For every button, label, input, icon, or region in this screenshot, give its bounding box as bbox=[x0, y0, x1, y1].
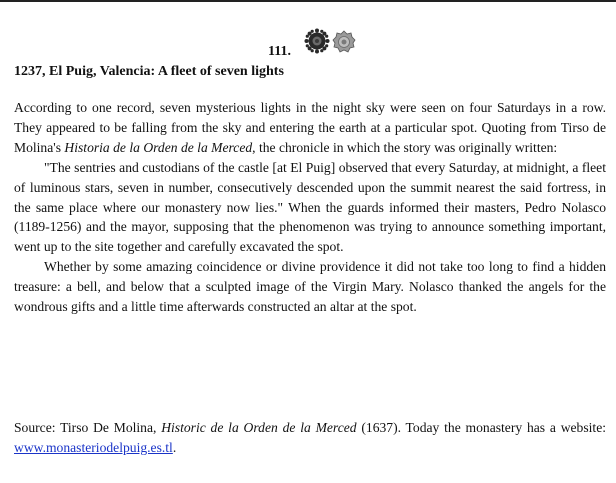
source-middle: (1637). Today the monastery has a website: bbox=[356, 420, 607, 435]
top-rule bbox=[0, 0, 616, 2]
article-body bbox=[14, 98, 606, 317]
intro-text: According to one record, seven mysterious lights in the night sky were seen on four Saturdays in a row. They appeared to be falling from the sky and entering the earth at a particular spot. Quoting from Tirso de Molina's bbox=[14, 100, 606, 155]
treasure-paragraph: Whether by some amazing coincidence or divine providence it did not take too long to find a hidden treasure: a bell, and below that a sculpted image of the Virgin Mary. Nolasco thanked the angels for the wondrous gifts and a little time afterwards constructed an altar at the spot. bbox=[14, 259, 606, 315]
source-note bbox=[14, 418, 606, 458]
light-rosette-seal-icon bbox=[332, 30, 356, 54]
source-paragraph bbox=[14, 418, 606, 458]
quote-paragraph: "The sentries and custodians of the castle [at El Puig] observed that every Saturday, at midnight, a fleet of luminous stars, seven in number, consecutively descended upon the summit nearest the said fortress, in the same place where our monastery now lies." When the guards informed their masters, Pedro Nolasco (1189-1256) and the mayor, supposing that the phenomenon was trying to announce something important, went up to the site together and carefully excavated the spot. bbox=[14, 159, 606, 255]
source-prefix: Source: Tirso De Molina, bbox=[14, 420, 162, 435]
chronicle-title: Historia de la Orden de la Merced bbox=[64, 139, 253, 155]
source-end: . bbox=[172, 439, 177, 455]
entry-title: 1237, El Puig, Valencia: A fleet of seven lights bbox=[14, 64, 284, 79]
entry-number: 111. bbox=[268, 44, 291, 59]
intro-paragraph bbox=[14, 98, 606, 158]
source-title: Historic de la Orden de la Merced bbox=[161, 420, 357, 435]
intro-text-end: , the chronicle in which the story was originally written: bbox=[252, 139, 558, 155]
entry-header bbox=[0, 26, 616, 62]
monastery-website-link[interactable]: www.monasteriodelpuig.es.tl bbox=[14, 439, 173, 455]
dark-sun-seal-icon bbox=[304, 28, 330, 54]
